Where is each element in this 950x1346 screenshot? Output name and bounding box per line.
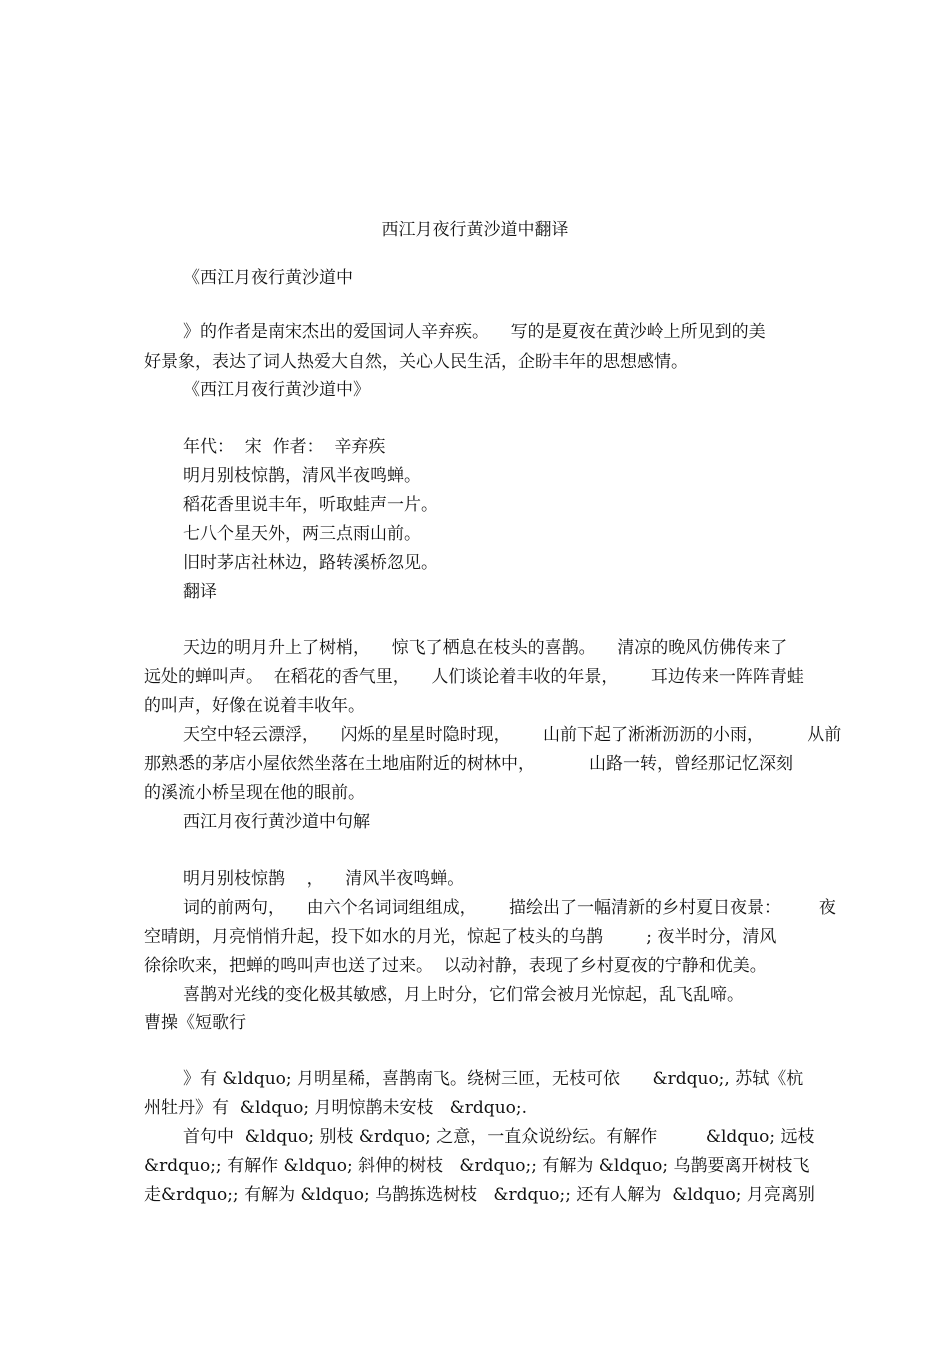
text-line: 天空中轻云漂浮， 闪烁的星星时隐时现， 山前下起了淅淅沥沥的小雨， 从前 bbox=[183, 725, 842, 745]
section-heading: 西江月夜行黄沙道中句解 bbox=[183, 812, 370, 832]
text-line: 徐徐吹来，把蝉的鸣叫声也送了过来。 以动衬静，表现了乡村夏夜的宁静和优美。 bbox=[144, 956, 767, 976]
text-line: 》的作者是南宋杰出的爱国词人辛弃疾。 写的是夏夜在黄沙岭上所见到的美 bbox=[183, 322, 766, 342]
text-line: 的溪流小桥呈现在他的眼前。 bbox=[144, 783, 365, 803]
text-line: 州牡丹》有 &ldquo; 月明惊鹊未安枝 &rdquo;. bbox=[144, 1098, 528, 1118]
text-line: 明月别枝惊鹊 ， 清风半夜鸣蝉。 bbox=[183, 869, 465, 889]
text-line: 走&rdquo;; 有解为 &ldquo; 乌鹊拣选树枝 &rdquo;; 还有人解为 &ldquo; 月亮离别 bbox=[144, 1185, 815, 1205]
poem-line: 明月别枝惊鹊，清风半夜鸣蝉。 bbox=[183, 466, 421, 486]
text-line: &rdquo;; 有解作 &ldquo; 斜伸的树枝 &rdquo;; 有解为 &ldquo; 乌鹊要离开树枝飞 bbox=[144, 1156, 810, 1176]
poem-line: 稻花香里说丰年，听取蛙声一片。 bbox=[183, 495, 438, 515]
text-line: 词的前两句， 由六个名词词组组成， 描绘出了一幅清新的乡村夏日夜景： 夜 bbox=[183, 898, 836, 918]
poem-line: 旧时茅店社林边，路转溪桥忽见。 bbox=[183, 553, 438, 573]
text-line: 远处的蝉叫声。 在稻花的香气里， 人们谈论着丰收的年景， 耳边传来一阵阵青蛙 bbox=[144, 667, 804, 687]
section-heading: 翻译 bbox=[183, 582, 217, 602]
document-title: 西江月夜行黄沙道中翻译 bbox=[381, 220, 569, 240]
text-line: 那熟悉的茅店小屋依然坐落在土地庙附近的树林中， 山路一转，曾经那记忆深刻 bbox=[144, 754, 794, 774]
poem-line: 七八个星天外，两三点雨山前。 bbox=[183, 524, 421, 544]
text-line: 的叫声，好像在说着丰收年。 bbox=[144, 696, 365, 716]
text-line: 年代： 宋 作者： 辛弃疾 bbox=[183, 437, 386, 457]
text-line: 《西江月夜行黄沙道中 bbox=[183, 268, 353, 288]
text-line: 首句中 &ldquo; 别枝 &rdquo; 之意，一直众说纷纭。有解作 &ldquo; 远枝 bbox=[183, 1127, 815, 1147]
text-line: 天边的明月升上了树梢， 惊飞了栖息在枝头的喜鹊。 清凉的晚风仿佛传来了 bbox=[183, 638, 788, 658]
text-line: 曹操《短歌行 bbox=[144, 1013, 246, 1033]
text-line: 喜鹊对光线的变化极其敏感，月上时分，它们常会被月光惊起，乱飞乱啼。 bbox=[183, 985, 744, 1005]
text-line: 》有 &ldquo; 月明星稀，喜鹊南飞。绕树三匝，无枝可依 &rdquo;, 苏轼《杭 bbox=[183, 1069, 804, 1089]
text-line: 空晴朗，月亮悄悄升起，投下如水的月光，惊起了枝头的乌鹊 ; 夜半时分，清风 bbox=[144, 927, 777, 947]
text-line: 《西江月夜行黄沙道中》 bbox=[183, 380, 370, 400]
text-line: 好景象，表达了词人热爱大自然，关心人民生活，企盼丰年的思想感情。 bbox=[144, 352, 688, 372]
